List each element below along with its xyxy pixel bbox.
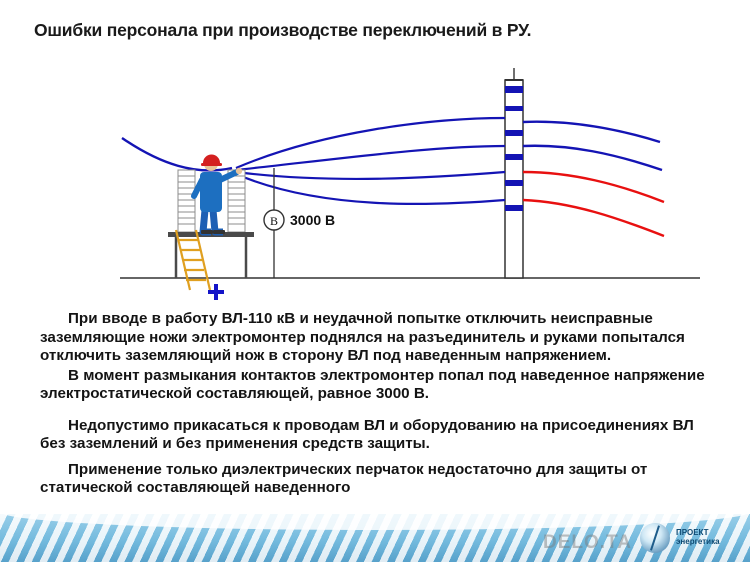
logo-line-1: ПРОЕКТ [676,528,709,538]
ladder [176,230,210,290]
page-title: Ошибки персонала при производстве переключений в РУ. [34,20,532,40]
footer-band [0,514,750,562]
wires-left-span [236,118,505,204]
paragraph-4: Применение только диэлектрических перчаток недостаточно для защиты от статической составляющей наведенного [40,460,648,497]
plus-marker [208,284,224,300]
logo-line-2: энергетика [676,537,720,546]
body-text [40,310,716,499]
wires-right [523,122,664,236]
logo-text [676,529,720,547]
paragraph-3: Недопустимо прикасаться к проводам ВЛ и оборудованию на присоединениях ВЛ без заземлений и без применения средств защиты. [40,416,694,453]
paragraph-2: В момент размыкания контактов электромонтер попал под наведенное напряжение электростатической составляющей, равное 3000 В. [40,366,705,403]
transmission-tower [505,68,523,278]
paragraph-1: При вводе в работу ВЛ-110 кВ и неудачной попытке отключить неисправные заземляющие ножи электромонтер поднялся на разъединитель и руками попытался отключить заземляющий нож в сторону ВЛ под наведенным напряжением. [40,310,685,365]
svg-text:В: В [269,214,279,228]
footer-logo [640,520,736,556]
logo-globe-icon [640,523,670,553]
voltmeter-value-label: 3000 В [290,212,336,228]
diagram-illustration [0,60,750,305]
watermark: DELO.TA [543,532,632,553]
